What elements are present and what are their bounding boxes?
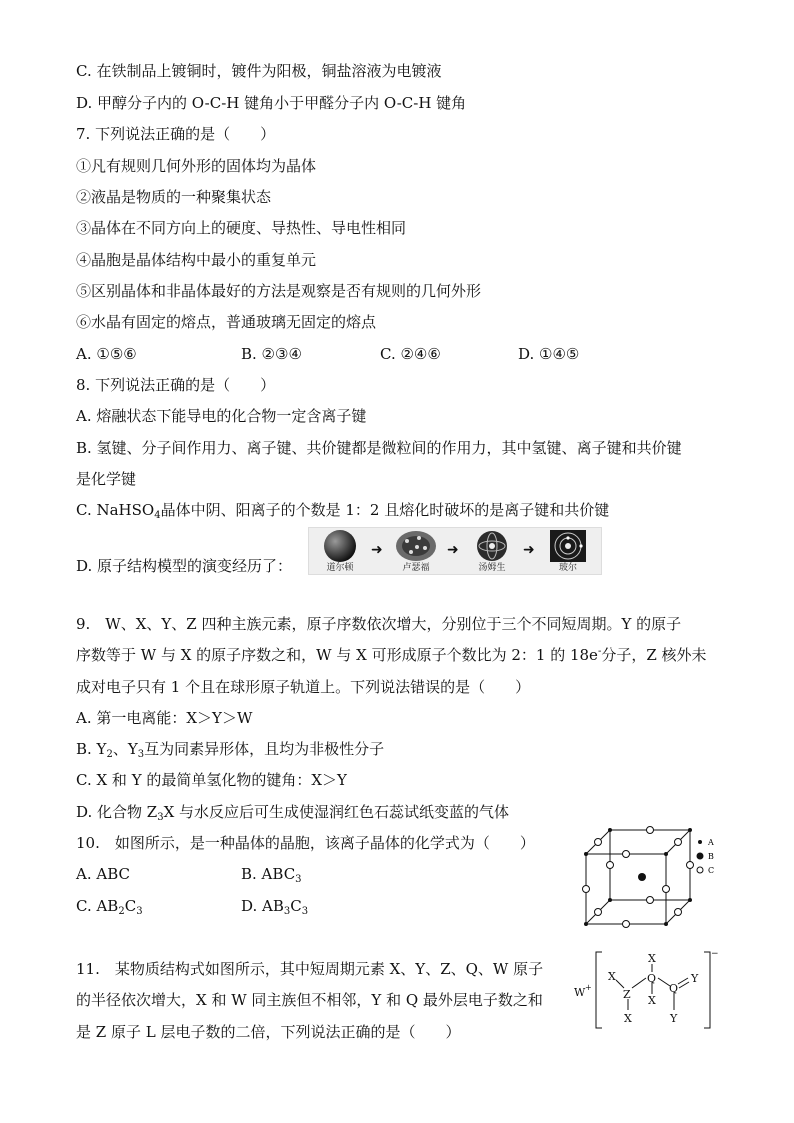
q7-statement-2: ②液晶是物质的一种聚集状态 (76, 188, 272, 206)
q9-option-b: B. $Y_2$、$Y_3$互为同素异形体，且均为非极性分子 (76, 740, 385, 760)
arrow-icon: ➜ (371, 542, 383, 558)
q9-option-a: A. 第一电离能：X＞Y＞W (76, 709, 253, 727)
arrow-icon: ➜ (447, 542, 459, 558)
bohr-model: 玻尔 (541, 529, 595, 573)
q10-option-a[interactable]: A. ABC (76, 865, 130, 883)
q9-stem-line1: 9. W、X、Y、Z 四种主族元素，原子序数依次增大，分别位于三个不同短周期。Y 的原子 (76, 615, 682, 633)
plum-pudding-icon (389, 529, 443, 563)
q7-option-b[interactable]: B. ②③④ (241, 345, 302, 363)
q7-statement-5: ⑤区别晶体和非晶体最好的方法是观察是否有规则的几何外形 (76, 282, 482, 300)
svg-text:A: A (708, 838, 714, 847)
svg-text:Y: Y (691, 972, 699, 985)
q7-statement-3: ③晶体在不同方向上的硬度、导热性、导电性相同 (76, 219, 407, 237)
b-atom-marker (638, 873, 646, 881)
dalton-model: 道尔顿 (313, 529, 367, 573)
q9-stem-line2: 序数等于 W 与 X 的原子序数之和，W 与 X 可形成原子个数比为 2：1 的 18e-分子，Z 核外未 (76, 646, 707, 664)
structural-formula-figure (572, 946, 720, 1036)
svg-text:X: X (624, 1012, 632, 1025)
nuclear-model-icon (465, 529, 519, 563)
svg-text:Q: Q (669, 982, 679, 995)
q6-option-d: D. 甲醇分子内的 O-C-H 键角小于甲醛分子内 O-C-H 键角 (76, 94, 467, 112)
q7-option-a[interactable]: A. ①⑤⑥ (76, 345, 137, 363)
q11-stem-line3: 是 Z 原子 L 层电子数的二倍，下列说法正确的是（ ） (76, 1023, 461, 1041)
rutherford-model: 卢瑟福 (389, 529, 443, 573)
q10-option-d[interactable]: D. $AB_3C_3$ (241, 897, 309, 917)
q7-statement-6: ⑥水晶有固定的熔点，普通玻璃无固定的熔点 (76, 313, 377, 331)
q11-stem-line1: 11. 某物质结构式如图所示，其中短周期元素 X、Y、Z、Q、W 原子 (76, 960, 544, 978)
q10-options-row1 (76, 863, 596, 885)
q10-options-row2 (76, 895, 596, 917)
dalton-sphere-icon (313, 529, 367, 563)
q7-option-d[interactable]: D. ①④⑤ (518, 345, 580, 363)
bohr-orbit-icon (541, 529, 595, 563)
svg-text:Z: Z (623, 988, 631, 1001)
unit-cell-figure (582, 826, 722, 930)
arrow-icon: ➜ (523, 542, 535, 558)
svg-text:+: + (585, 983, 592, 992)
q9-option-d: D. 化合物 $Z_3X$ 与水反应后可生成使湿润红色石蕊试纸变蓝的气体 (76, 803, 510, 823)
q7-statement-1: ①凡有规则几何外形的固体均为晶体 (76, 157, 317, 175)
q9-stem-line3: 成对电子只有 1 个且在球形原子轨道上。下列说法错误的是（ ） (76, 678, 531, 696)
q7-stem: 7. 下列说法正确的是（ ） (76, 125, 276, 143)
q6-option-c: C. 在铁制品上镀铜时，镀件为阳极，铜盐溶液为电镀液 (76, 62, 442, 80)
q8-option-a: A. 熔融状态下能导电的化合物一定含离子键 (76, 407, 367, 425)
svg-text:X: X (608, 970, 616, 983)
q7-options (76, 343, 596, 365)
q9-option-c: C. X 和 Y 的最简单氢化物的键角：X＞Y (76, 771, 347, 789)
atom-model-evolution-image (308, 527, 602, 575)
q7-option-c[interactable]: C. ②④⑥ (380, 345, 441, 363)
q8-option-d: D. 原子结构模型的演变经历了： (76, 557, 293, 575)
q7-statement-4: ④晶胞是晶体结构中最小的重复单元 (76, 251, 317, 269)
svg-text:X: X (648, 952, 656, 965)
q11-stem-line2: 的半径依次增大，X 和 W 同主族但不相邻，Y 和 Q 最外层电子数之和 (76, 991, 543, 1009)
q8-option-c: C. NaHSO$_4$晶体中阴、阳离子的个数是 1：2 且熔化时破坏的是离子键和共价键 (76, 501, 610, 521)
svg-text:Q: Q (647, 972, 657, 985)
svg-text:B: B (708, 852, 714, 861)
svg-text:X: X (648, 994, 656, 1007)
q10-option-c[interactable]: C. $AB_2C_3$ (76, 897, 143, 917)
svg-text:C: C (708, 866, 715, 875)
svg-text:−: − (711, 949, 719, 959)
q8-option-b-cont: 是化学键 (76, 470, 137, 488)
q8-stem: 8. 下列说法正确的是（ ） (76, 376, 276, 394)
thomson-model: 汤姆生 (465, 529, 519, 573)
svg-text:W: W (574, 986, 586, 999)
q8-option-b: B. 氢键、分子间作用力、离子键、共价键都是微粒间的作用力，其中氢键、离子键和共价键 (76, 439, 682, 457)
q10-stem: 10. 如图所示，是一种晶体的晶胞，该离子晶体的化学式为（ ） (76, 834, 535, 852)
q10-option-b[interactable]: B. $ABC_3$ (241, 865, 302, 885)
svg-text:Y: Y (670, 1012, 678, 1025)
